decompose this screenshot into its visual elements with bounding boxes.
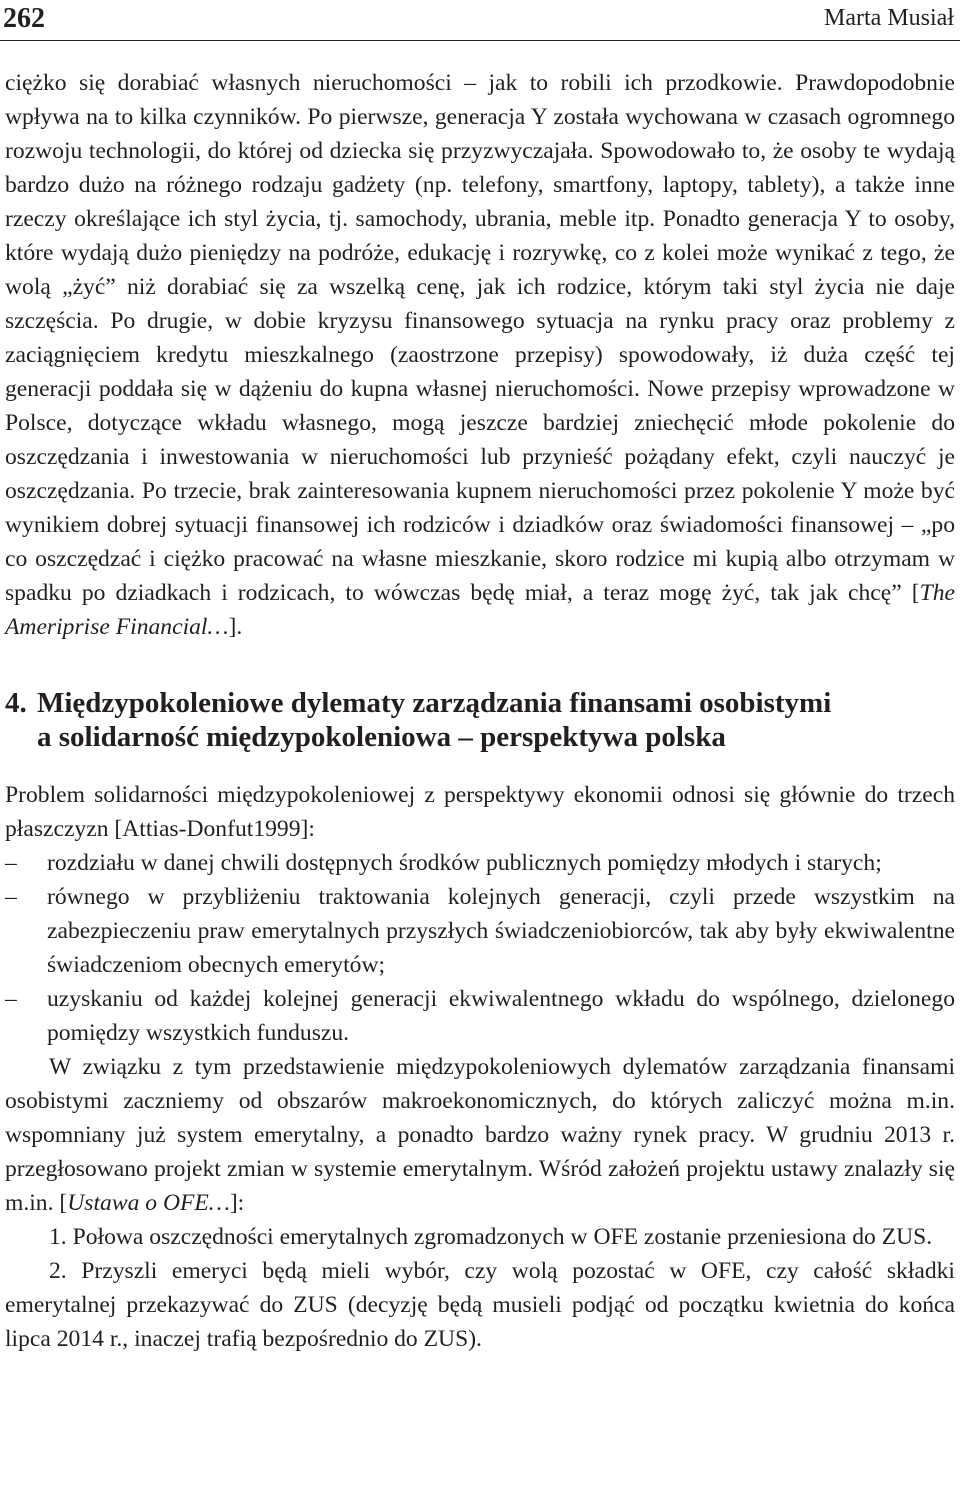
page-header	[0, 0, 960, 44]
numbered-item-2: 2. Przyszli emeryci będą mieli wybór, czy wolą pozostać w OFE, czy całość składki emerytalnej przekazywać do ZUS (decyzję będą musieli podjąć od początku kwietnia do końca lipca 2014 r., inaczej trafią bezpośrednio do ZUS).	[5, 1258, 955, 1352]
dash-list	[5, 846, 955, 1050]
paragraph-intro: Problem solidarności międzypokoleniowej z perspektywy ekonomii odnosi się głównie do trzech płaszczyzn [Attias-Donfut1999]:	[5, 782, 955, 842]
header-rule	[0, 40, 960, 41]
section-number: 4.	[5, 687, 27, 719]
list-item: – rozdziału w danej chwili dostępnych środków publicznych pomiędzy młodych i starych;	[5, 846, 955, 880]
paragraph-ustawa: W związku z tym przedstawienie międzypokoleniowych dylematów zarządzania finansami osobistymi zaczniemy od obszarów makroekonomicznych, do których zaliczyć można m.in. wspomniany już system emerytalny, a ponadto bardzo ważny rynek pracy. W grudniu 2013 r. przegłosowano projekt zmian w systemie emerytalnym. Wśród założeń projektu ustawy znalazły się m.in. [Ustawa o OFE…]:	[5, 1054, 955, 1216]
page-number: 262	[3, 3, 45, 34]
page-body	[5, 66, 955, 1356]
section-title-line-2: a solidarność międzypokoleniowa – perspektywa polska	[37, 721, 726, 753]
dash-bullet: –	[5, 850, 17, 876]
citation-ameriprise: The Ameriprise Financial…	[5, 580, 955, 640]
numbered-item-1: 1. Połowa oszczędności emerytalnych zgromadzonych w OFE zostanie przeniesiona do ZUS.	[49, 1224, 933, 1250]
running-head-author: Marta Musiał	[824, 5, 954, 31]
citation-ustawa: Ustawa o OFE…	[67, 1190, 230, 1216]
section-heading	[5, 686, 955, 754]
paragraph-continued: ciężko się dorabiać własnych nieruchomości – jak to robili ich przodkowie. Prawdopodobnie wpływa na to kilka czynników. Po pierwsze, generacja Y została wychowana w czasach ogromnego rozwoju technologii, do której od dziecka się przyzwyczajała. Spowodowało to, że osoby te wydają bardzo dużo na różnego rodzaju gadżety (np. telefony, smartfony, laptopy, tablety), a także inne rzeczy określające ich styl życia, tj. samochody, ubrania, meble itp. Ponadto generacja Y to osoby, które wydają dużo pieniędzy na podróże, edukację i rozrywkę, co z kolei może wynikać z tego, że wolą „żyć” niż dorabiać się za wszelką cenę, jak ich rodzice, którym taki styl życia nie daje szczęścia. Po drugie, w dobie kryzysu finansowego sytuacja na rynku pracy oraz problemy z zaciągnięciem kredytu mieszkalnego (zaostrzone przepisy) spowodowały, iż duża część tej generacji poddała się w dążeniu do kupna własnej nieruchomości. Nowe przepisy wprowadzone w Polsce, dotyczące wkładu własnego, mogą jeszcze bardziej zniechęcić młode pokolenie do oszczędzania i inwestowania w nieruchomości lub przynieść pożądany efekt, czyli nauczyć je oszczędzania. Po trzecie, brak zainteresowania kupnem nieruchomości przez pokolenie Y może być wynikiem dobrej sytuacji finansowej ich rodziców i dziadków oraz świadomości finansowej – „po co oszczędzać i ciężko pracować na własne mieszkanie, skoro rodzice mi kupią albo otrzymam w spadku po dziadkach i rodzicach, to wówczas będę miał, a teraz mogę żyć, tak jak chcę” [The Ameriprise Financial…].	[5, 70, 955, 640]
section-title-line-1: Międzypokoleniowe dylematy zarządzania finansami osobistymi	[37, 687, 832, 719]
list-item: – równego w przybliżeniu traktowania kolejnych generacji, czyli przede wszystkim na zabezpieczeniu praw emerytalnych przyszłych świadczeniobiorców, tak aby były ekwiwalentne świadczeniom obecnych emerytów;	[5, 880, 955, 982]
dash-bullet: –	[5, 986, 17, 1012]
dash-bullet: –	[5, 884, 17, 910]
list-item: – uzyskaniu od każdej kolejnej generacji ekwiwalentnego wkładu do wspólnego, dzielonego pomiędzy wszystkich funduszu.	[5, 982, 955, 1050]
